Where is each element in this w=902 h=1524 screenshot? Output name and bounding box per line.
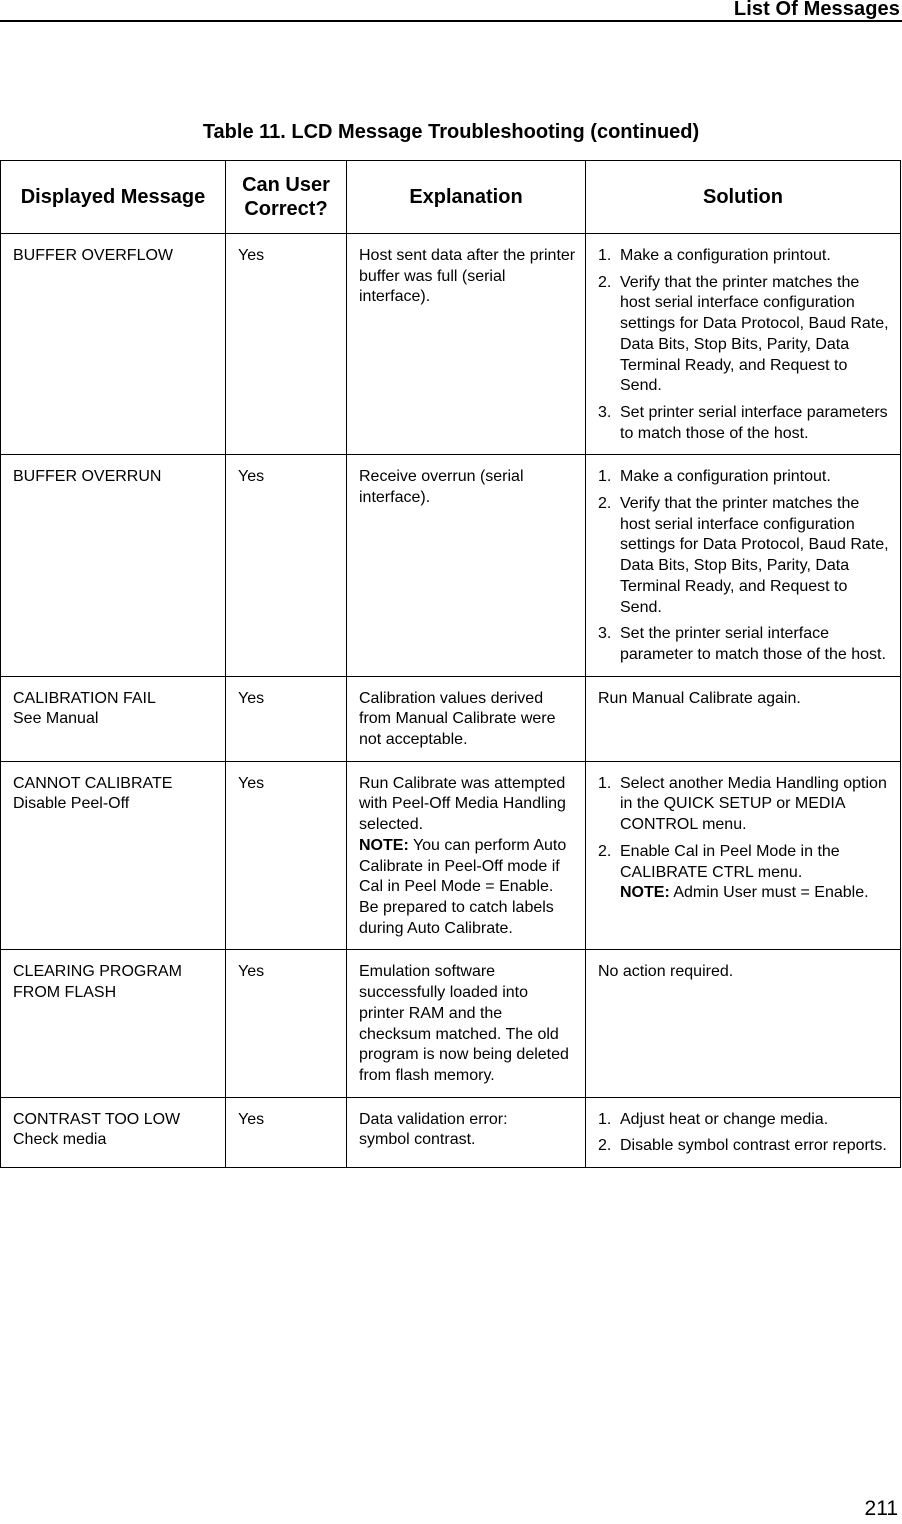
step-number: 2. bbox=[598, 273, 612, 291]
header-rule bbox=[0, 20, 902, 22]
cell-can-user-correct: Yes bbox=[226, 761, 347, 950]
solution-text: No action required. bbox=[598, 963, 734, 981]
step-number: 2. bbox=[598, 495, 612, 513]
step-text: Set printer serial interface parameters to match those of the host. bbox=[620, 403, 888, 442]
message-line: See Manual bbox=[13, 710, 99, 728]
solution-step bbox=[598, 1110, 892, 1131]
message-line: CANNOT CALIBRATE bbox=[13, 774, 173, 792]
explanation-line: Calibration values derived from Manual Calibrate were not acceptable. bbox=[359, 689, 556, 749]
solution-text: Run Manual Calibrate again. bbox=[598, 689, 801, 707]
cell-displayed-message bbox=[1, 1097, 226, 1167]
solution-step bbox=[598, 842, 892, 904]
note-label: NOTE: bbox=[620, 884, 670, 902]
cell-can-user-correct: Yes bbox=[226, 950, 347, 1097]
solution-step bbox=[598, 774, 892, 836]
cell-explanation bbox=[347, 455, 586, 676]
explanation-line: symbol contrast. bbox=[359, 1131, 476, 1149]
cell-solution bbox=[586, 234, 901, 455]
solution-step bbox=[598, 624, 892, 665]
step-number: 2. bbox=[598, 842, 612, 860]
message-line: Check media bbox=[13, 1131, 107, 1149]
step-number: 1. bbox=[598, 1110, 612, 1128]
solution-step bbox=[598, 494, 892, 618]
step-number: 1. bbox=[598, 774, 612, 792]
explanation-line: Receive overrun (serial interface). bbox=[359, 468, 524, 507]
step-text: Make a configuration printout. bbox=[620, 247, 831, 264]
table-row bbox=[1, 234, 901, 455]
note-label: NOTE: bbox=[359, 836, 409, 854]
cell-displayed-message bbox=[1, 676, 226, 761]
cell-displayed-message bbox=[1, 950, 226, 1097]
step-number: 1. bbox=[598, 468, 612, 486]
solution-step bbox=[598, 403, 892, 444]
step-text: Make a configuration printout. bbox=[620, 468, 831, 486]
column-header-line: Correct? bbox=[244, 198, 328, 220]
explanation-line: Host sent data after the printer buffer was full (serial interface). bbox=[359, 247, 576, 306]
column-header-solution: Solution bbox=[586, 161, 901, 234]
step-note bbox=[620, 883, 892, 904]
cell-displayed-message bbox=[1, 455, 226, 676]
message-line: CALIBRATION FAIL bbox=[13, 689, 156, 707]
solution-steps bbox=[598, 467, 892, 665]
column-header-explanation: Explanation bbox=[347, 161, 586, 234]
solution-step bbox=[598, 273, 892, 397]
message-line: BUFFER OVERFLOW bbox=[13, 247, 174, 264]
note-text: Admin User must = Enable. bbox=[669, 884, 869, 902]
table-caption: Table 11. LCD Message Troubleshooting (continued) bbox=[202, 121, 700, 143]
message-line: FROM FLASH bbox=[13, 984, 117, 1002]
troubleshooting-table bbox=[0, 160, 901, 1168]
explanation-line: Emulation software successfully loaded into printer RAM and the checksum matched. The old program is now being deleted from flash memory. bbox=[359, 963, 569, 1084]
step-number: 3. bbox=[598, 403, 612, 421]
cell-displayed-message bbox=[1, 234, 226, 455]
running-header: List Of Messages bbox=[733, 0, 900, 20]
cell-solution bbox=[586, 950, 901, 1097]
step-text: Enable Cal in Peel Mode in the CALIBRATE CTRL menu. bbox=[620, 842, 840, 881]
solution-steps bbox=[598, 1110, 892, 1157]
cell-displayed-message bbox=[1, 761, 226, 950]
page-number: 211 bbox=[864, 1497, 898, 1520]
note-text: You can perform Auto Calibrate in Peel-Off mode if Cal in Peel Mode = Enable. Be prepared to catch labels during Auto Calibrate. bbox=[359, 836, 567, 937]
cell-explanation bbox=[347, 676, 586, 761]
cell-explanation bbox=[347, 761, 586, 950]
cell-explanation bbox=[347, 950, 586, 1097]
step-number: 3. bbox=[598, 625, 612, 643]
cell-can-user-correct: Yes bbox=[226, 676, 347, 761]
solution-steps bbox=[598, 774, 892, 904]
cell-solution bbox=[586, 1097, 901, 1167]
step-number: 1. bbox=[598, 247, 612, 264]
explanation-note bbox=[359, 836, 577, 940]
cell-can-user-correct: Yes bbox=[226, 1097, 347, 1167]
step-text: Select another Media Handling option in the QUICK SETUP or MEDIA CONTROL menu. bbox=[620, 774, 887, 834]
column-header-displayed-message: Displayed Message bbox=[1, 161, 226, 234]
table-row bbox=[1, 761, 901, 950]
step-text: Verify that the printer matches the host serial interface configuration settings for Data Protocol, Baud Rate, Data Bits, Stop Bits, Parity, Data Terminal Ready, and Request to Send. bbox=[620, 495, 889, 616]
step-text: Set the printer serial interface parameter to match those of the host. bbox=[620, 625, 886, 663]
solution-steps bbox=[598, 246, 892, 444]
cell-can-user-correct: Yes bbox=[226, 455, 347, 676]
table-row bbox=[1, 676, 901, 761]
solution-step bbox=[598, 1136, 892, 1157]
message-line: Disable Peel-Off bbox=[13, 795, 130, 813]
cell-solution bbox=[586, 761, 901, 950]
table-row bbox=[1, 950, 901, 1097]
cell-solution bbox=[586, 455, 901, 676]
column-header-can-user-correct bbox=[226, 161, 347, 234]
message-line: BUFFER OVERRUN bbox=[13, 468, 162, 486]
cell-explanation bbox=[347, 1097, 586, 1167]
explanation-line: Run Calibrate was attempted with Peel-Off Media Handling selected. bbox=[359, 774, 566, 834]
table-header-row bbox=[1, 161, 901, 234]
solution-step bbox=[598, 467, 892, 488]
table-body bbox=[1, 234, 901, 1168]
cell-explanation bbox=[347, 234, 586, 455]
solution-step bbox=[598, 246, 892, 267]
explanation-line: Data validation error: bbox=[359, 1110, 508, 1128]
step-number: 2. bbox=[598, 1137, 612, 1155]
step-text: Adjust heat or change media. bbox=[620, 1110, 829, 1128]
cell-can-user-correct: Yes bbox=[226, 234, 347, 455]
step-text: Disable symbol contrast error reports. bbox=[620, 1137, 887, 1155]
message-line: CONTRAST TOO LOW bbox=[13, 1110, 181, 1128]
message-line: CLEARING PROGRAM bbox=[13, 963, 182, 981]
table-row bbox=[1, 1097, 901, 1167]
cell-solution bbox=[586, 676, 901, 761]
column-header-line: Can User bbox=[242, 174, 330, 196]
step-text: Verify that the printer matches the host serial interface configuration settings for Data Protocol, Baud Rate, Data Bits, Stop Bits, Parity, Data Terminal Ready, and Request to Send. bbox=[620, 273, 889, 395]
table-row bbox=[1, 455, 901, 676]
